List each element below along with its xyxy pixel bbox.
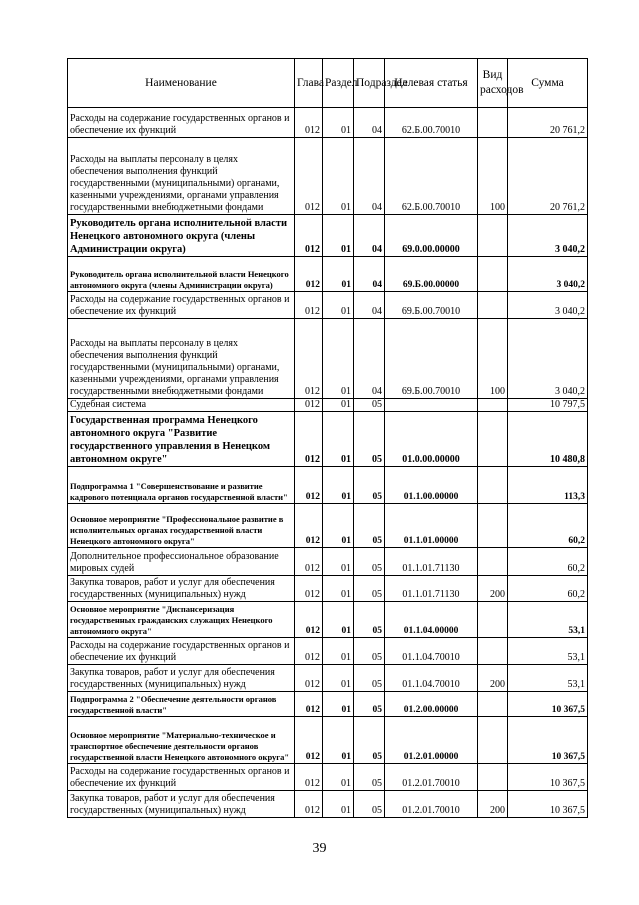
table-row: [68, 412, 588, 467]
row-target: 01.1.01.71130: [385, 548, 478, 576]
row-name: Расходы на содержание государственных органов и обеспечение их функций: [68, 292, 295, 319]
table-row: [68, 638, 588, 665]
table-row: [68, 548, 588, 576]
row-razdel: 01: [323, 638, 354, 665]
row-target: 62.Б.00.70010: [385, 138, 478, 215]
row-name: Подпрограмма 2 "Обеспечение деятельности органов государственной власти": [68, 692, 295, 717]
row-podrazdel: 04: [354, 108, 385, 138]
row-name: Расходы на содержание государственных органов и обеспечение их функций: [68, 764, 295, 791]
row-sum: 10 367,5: [508, 717, 588, 764]
header-podrazdel: Подраздел: [354, 59, 385, 108]
row-vid: [478, 764, 508, 791]
row-razdel: 01: [323, 576, 354, 602]
table-row: [68, 665, 588, 692]
row-vid: [478, 412, 508, 467]
row-glava: 012: [295, 399, 323, 412]
row-glava: 012: [295, 215, 323, 257]
row-sum: 20 761,2: [508, 108, 588, 138]
row-razdel: 01: [323, 602, 354, 638]
row-target: 01.2.01.70010: [385, 764, 478, 791]
row-vid: 100: [478, 319, 508, 399]
row-target: 69.Б.00.70010: [385, 292, 478, 319]
row-name: Руководитель органа исполнительной власти Ненецкого автономного округа (члены Администрации округа): [68, 215, 295, 257]
row-glava: 012: [295, 638, 323, 665]
row-vid: [478, 548, 508, 576]
row-vid: 200: [478, 576, 508, 602]
row-podrazdel: 04: [354, 138, 385, 215]
row-vid: [478, 108, 508, 138]
row-sum: 10 797,5: [508, 399, 588, 412]
table-row: [68, 791, 588, 818]
header-target: Целевая статья: [385, 59, 478, 108]
row-name: Основное мероприятие "Профессиональное развитие в исполнительных органах государственной власти Ненецкого автономного округа": [68, 504, 295, 548]
row-glava: 012: [295, 692, 323, 717]
row-name: Расходы на содержание государственных органов и обеспечение их функций: [68, 638, 295, 665]
row-podrazdel: 05: [354, 602, 385, 638]
table-row: [68, 257, 588, 292]
table-row: [68, 292, 588, 319]
row-target: 01.1.01.71130: [385, 576, 478, 602]
row-target: 01.2.00.00000: [385, 692, 478, 717]
header-sum: Сумма: [508, 59, 588, 108]
row-podrazdel: 05: [354, 467, 385, 504]
row-sum: 3 040,2: [508, 292, 588, 319]
row-podrazdel: 05: [354, 764, 385, 791]
row-name: Закупка товаров, работ и услуг для обеспечения государственных (муниципальных) нужд: [68, 576, 295, 602]
row-razdel: 01: [323, 138, 354, 215]
row-podrazdel: 05: [354, 692, 385, 717]
row-podrazdel: 05: [354, 717, 385, 764]
row-vid: [478, 467, 508, 504]
row-glava: 012: [295, 548, 323, 576]
row-name: Дополнительное профессиональное образование мировых судей: [68, 548, 295, 576]
table-row: [68, 764, 588, 791]
row-razdel: 01: [323, 791, 354, 818]
budget-table: [67, 58, 588, 818]
row-sum: 3 040,2: [508, 319, 588, 399]
row-glava: 012: [295, 717, 323, 764]
row-glava: 012: [295, 576, 323, 602]
row-name: Руководитель органа исполнительной власти Ненецкого автономного округа (члены Администрации округа): [68, 257, 295, 292]
row-podrazdel: 04: [354, 292, 385, 319]
row-vid: 200: [478, 665, 508, 692]
row-glava: 012: [295, 108, 323, 138]
table-body: [68, 108, 588, 818]
row-name: Расходы на выплаты персоналу в целях обеспечения выполнения функций государственными (муниципальными) органами, казенными учреждениями, органами управления государственными внебюджетными фондами: [68, 138, 295, 215]
row-target: 69.Б.00.00000: [385, 257, 478, 292]
row-name: Основное мероприятие "Диспансеризация государственных гражданских служащих Ненецкого автономного округа": [68, 602, 295, 638]
row-glava: 012: [295, 665, 323, 692]
row-target: 01.1.04.00000: [385, 602, 478, 638]
row-target: 01.0.00.00000: [385, 412, 478, 467]
row-razdel: 01: [323, 764, 354, 791]
row-sum: 53,1: [508, 638, 588, 665]
header-vid: Вид расходов: [478, 59, 508, 108]
row-vid: 200: [478, 791, 508, 818]
row-vid: [478, 257, 508, 292]
row-target: 01.1.04.70010: [385, 638, 478, 665]
row-podrazdel: 04: [354, 215, 385, 257]
row-glava: 012: [295, 602, 323, 638]
row-sum: 60,2: [508, 548, 588, 576]
row-glava: 012: [295, 764, 323, 791]
row-sum: 10 367,5: [508, 692, 588, 717]
row-vid: [478, 504, 508, 548]
row-razdel: 01: [323, 467, 354, 504]
row-sum: 3 040,2: [508, 215, 588, 257]
row-name: Подпрограмма 1 "Совершенствование и развитие кадрового потенциала органов государственной власти": [68, 467, 295, 504]
row-podrazdel: 05: [354, 548, 385, 576]
row-podrazdel: 05: [354, 504, 385, 548]
row-vid: [478, 399, 508, 412]
row-razdel: 01: [323, 257, 354, 292]
row-razdel: 01: [323, 108, 354, 138]
row-glava: 012: [295, 467, 323, 504]
row-target: 01.2.01.00000: [385, 717, 478, 764]
row-vid: [478, 717, 508, 764]
row-name: Закупка товаров, работ и услуг для обеспечения государственных (муниципальных) нужд: [68, 665, 295, 692]
row-razdel: 01: [323, 399, 354, 412]
row-podrazdel: 05: [354, 576, 385, 602]
row-glava: 012: [295, 319, 323, 399]
table-row: [68, 602, 588, 638]
header-razdel: Раздел: [323, 59, 354, 108]
row-vid: [478, 692, 508, 717]
row-razdel: 01: [323, 292, 354, 319]
table-row: [68, 108, 588, 138]
row-podrazdel: 05: [354, 412, 385, 467]
row-sum: 10 367,5: [508, 764, 588, 791]
header-glava: Глава: [295, 59, 323, 108]
table-row: [68, 138, 588, 215]
row-razdel: 01: [323, 319, 354, 399]
row-sum: 60,2: [508, 576, 588, 602]
row-name: Закупка товаров, работ и услуг для обеспечения государственных (муниципальных) нужд: [68, 791, 295, 818]
row-glava: 012: [295, 292, 323, 319]
row-glava: 012: [295, 257, 323, 292]
row-glava: 012: [295, 412, 323, 467]
row-sum: 20 761,2: [508, 138, 588, 215]
row-vid: 100: [478, 138, 508, 215]
row-vid: [478, 638, 508, 665]
row-name: Расходы на содержание государственных органов и обеспечение их функций: [68, 108, 295, 138]
row-podrazdel: 05: [354, 399, 385, 412]
table-row: [68, 319, 588, 399]
row-podrazdel: 05: [354, 791, 385, 818]
row-razdel: 01: [323, 504, 354, 548]
row-target: 69.0.00.00000: [385, 215, 478, 257]
table-row: [68, 215, 588, 257]
row-target: 01.2.01.70010: [385, 791, 478, 818]
row-vid: [478, 602, 508, 638]
row-podrazdel: 04: [354, 257, 385, 292]
row-target: 69.Б.00.70010: [385, 319, 478, 399]
row-razdel: 01: [323, 548, 354, 576]
table-row: [68, 467, 588, 504]
row-sum: 3 040,2: [508, 257, 588, 292]
table-row: [68, 692, 588, 717]
row-name: Расходы на выплаты персоналу в целях обеспечения выполнения функций государственными (муниципальными) органами, казенными учреждениями, органами управления государственными внебюджетными фондами: [68, 319, 295, 399]
row-podrazdel: 05: [354, 638, 385, 665]
row-razdel: 01: [323, 412, 354, 467]
page-number: 39: [312, 841, 327, 856]
row-name: Судебная система: [68, 399, 295, 412]
row-vid: [478, 215, 508, 257]
table-row: [68, 504, 588, 548]
row-name: Государственная программа Ненецкого автономного округа "Развитие государственного управления в Ненецком автономном округе": [68, 412, 295, 467]
row-razdel: 01: [323, 215, 354, 257]
row-razdel: 01: [323, 717, 354, 764]
row-glava: 012: [295, 504, 323, 548]
row-sum: 113,3: [508, 467, 588, 504]
row-sum: 53,1: [508, 665, 588, 692]
row-target: [385, 399, 478, 412]
row-podrazdel: 05: [354, 665, 385, 692]
row-target: 01.1.00.00000: [385, 467, 478, 504]
row-target: 62.Б.00.70010: [385, 108, 478, 138]
row-sum: 10 367,5: [508, 791, 588, 818]
table-row: [68, 399, 588, 412]
table-row: [68, 576, 588, 602]
row-target: 01.1.04.70010: [385, 665, 478, 692]
row-razdel: 01: [323, 692, 354, 717]
row-sum: 10 480,8: [508, 412, 588, 467]
row-vid: [478, 292, 508, 319]
header-name: Наименование: [68, 59, 295, 108]
table-header-row: [68, 59, 588, 108]
row-sum: 60,2: [508, 504, 588, 548]
row-razdel: 01: [323, 665, 354, 692]
row-sum: 53,1: [508, 602, 588, 638]
table-row: [68, 717, 588, 764]
row-glava: 012: [295, 791, 323, 818]
row-name: Основное мероприятие "Материально-техническое и транспортное обеспечение деятельности органов государственной власти Ненецкого автономного округа": [68, 717, 295, 764]
row-target: 01.1.01.00000: [385, 504, 478, 548]
row-glava: 012: [295, 138, 323, 215]
row-podrazdel: 04: [354, 319, 385, 399]
